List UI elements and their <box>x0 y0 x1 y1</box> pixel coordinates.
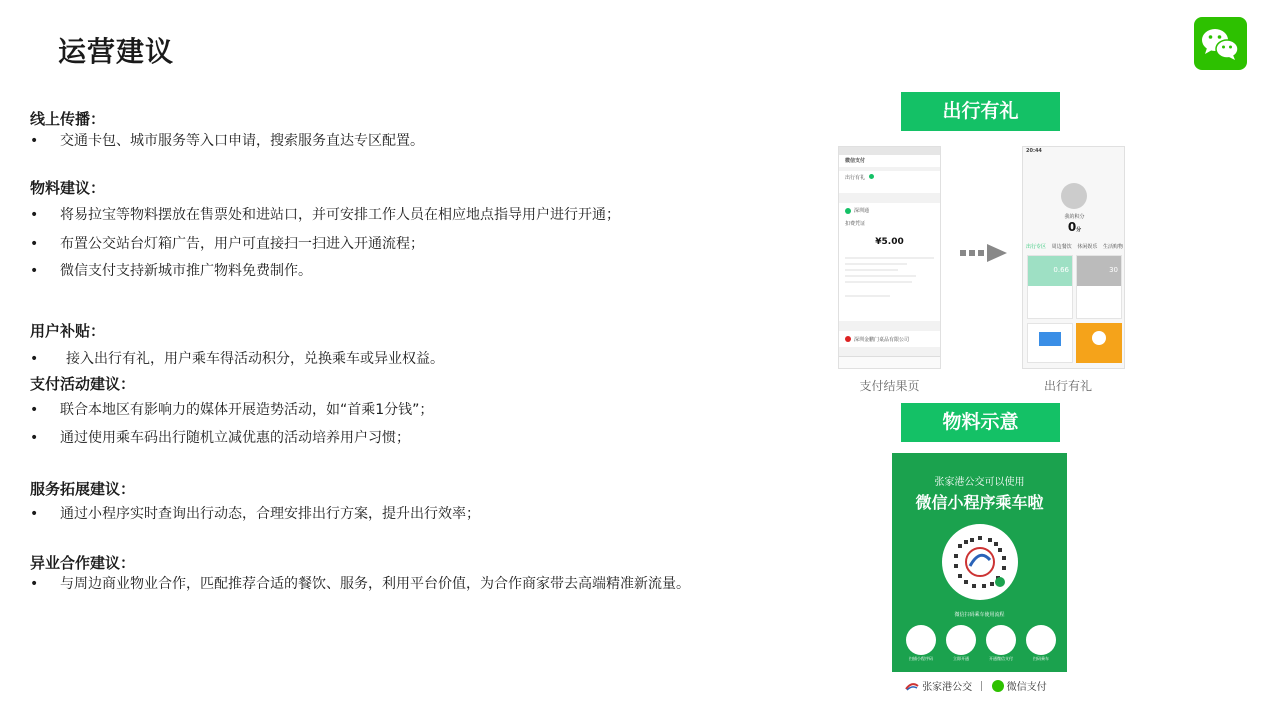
wechat-icon <box>1194 17 1247 70</box>
section-heading-online: 线上传播： <box>30 110 106 128</box>
step-label: 立即开通 <box>953 656 969 661</box>
screenshot-time: 20:44 <box>1026 148 1042 154</box>
step-icon <box>1026 625 1056 655</box>
step-icon <box>906 625 936 655</box>
step-label: 扫描小程序码 <box>909 656 933 661</box>
poster-steps-title: 微信扫码乘车使用流程 <box>954 612 1005 618</box>
screenshot-footer-company: 深圳金鹏门桌品有限公司 <box>854 336 910 343</box>
card-value: 30 <box>1077 256 1121 286</box>
footer-brand-wechatpay: 微信支付 <box>1006 682 1047 693</box>
bullet-dot: • <box>30 263 39 279</box>
gift-tab: 休闲娱乐 <box>1077 244 1098 250</box>
section-heading-payment: 支付活动建议： <box>30 375 136 393</box>
poster-title: 微信小程序乘车啦 <box>915 493 1044 512</box>
gift-tab: 周边餐饮 <box>1051 244 1072 250</box>
bullet-dot: • <box>30 576 39 592</box>
step-icon <box>946 625 976 655</box>
section-heading-subsidy: 用户补贴： <box>30 322 106 340</box>
travel-gift-caption: 出行有礼 <box>1043 379 1092 393</box>
travel-gift-label: 出行有礼 <box>901 92 1060 131</box>
list-item: • 通过小程序实时查询出行动态，合理安排出行方案，提升出行效率； <box>30 503 750 525</box>
bullet-dot: • <box>30 402 39 418</box>
poster-subtitle: 张家港公交可以使用 <box>934 477 1025 488</box>
points-label: 我的积分 <box>1064 214 1085 220</box>
gift-tab: 出行专区 <box>1026 244 1047 250</box>
promo-poster <box>892 453 1067 672</box>
screenshot-tab: 出行有礼 <box>845 175 866 181</box>
list-item: • 微信支付支持新城市推广物料免费制作。 <box>30 260 750 282</box>
bullet-dot: • <box>30 430 39 446</box>
pay-result-screenshot <box>838 146 941 369</box>
card-value: 0.66 <box>1028 256 1072 286</box>
list-item: • 与周边商业物业合作，匹配推荐合适的餐饮、服务，利用平台价值，为合作商家带去高端精准新流量。 <box>30 573 760 595</box>
list-item: • 联合本地区有影响力的媒体开展造势活动，如“首乘1分钱”； <box>30 399 750 421</box>
travel-gift-screenshot <box>1022 146 1125 369</box>
section-heading-materials: 物料建议： <box>30 179 106 197</box>
page-title: 运营建议 <box>58 35 175 68</box>
bus-logo-icon <box>905 681 919 691</box>
points-unit: 分 <box>1076 227 1082 233</box>
screenshot-header: 微信支付 <box>839 155 940 167</box>
arrow-right-icon <box>960 242 1010 264</box>
bullet-dot: • <box>30 506 39 522</box>
list-item: • 布置公交站台灯箱广告，用户可直接扫一扫进入开通流程； <box>30 233 750 255</box>
list-item: • 将易拉宝等物料摆放在售票处和进站口，并可安排工作人员在相应地点指导用户进行开通； <box>30 204 750 226</box>
screenshot-merchant: 深圳通 <box>854 208 870 214</box>
list-item: • 接入出行有礼，用户乘车得活动积分，兑换乘车或异业权益。 <box>30 348 750 370</box>
footer-logos <box>905 678 1065 696</box>
section-heading-crossover: 异业合作建议： <box>30 554 136 572</box>
step-label: 扫码乘车 <box>1033 656 1049 661</box>
bullet-dot: • <box>30 351 39 367</box>
screenshot-amount: ¥5.00 <box>875 237 904 247</box>
pay-result-caption: 支付结果页 <box>859 379 920 393</box>
section-heading-service: 服务拓展建议： <box>30 480 136 498</box>
bullet-dot: • <box>30 236 39 252</box>
screenshot-voucher: 扣费凭证 <box>845 221 866 227</box>
qr-code-icon <box>942 524 1018 600</box>
bullet-dot: • <box>30 207 39 223</box>
material-demo-label: 物料示意 <box>901 403 1060 442</box>
gift-tab: 生活购物 <box>1102 244 1123 250</box>
list-item: • 通过使用乘车码出行随机立减优惠的活动培养用户习惯； <box>30 427 750 449</box>
step-label: 开通微信支付 <box>989 656 1013 661</box>
list-item: • 交通卡包、城市服务等入口申请，搜索服务直达专区配置。 <box>30 130 750 152</box>
step-icon <box>986 625 1016 655</box>
points-value: 0 <box>1067 220 1077 234</box>
footer-brand-bus: 张家港公交 <box>922 682 973 693</box>
wechat-pay-icon <box>992 680 1004 692</box>
bullet-dot: • <box>30 133 39 149</box>
